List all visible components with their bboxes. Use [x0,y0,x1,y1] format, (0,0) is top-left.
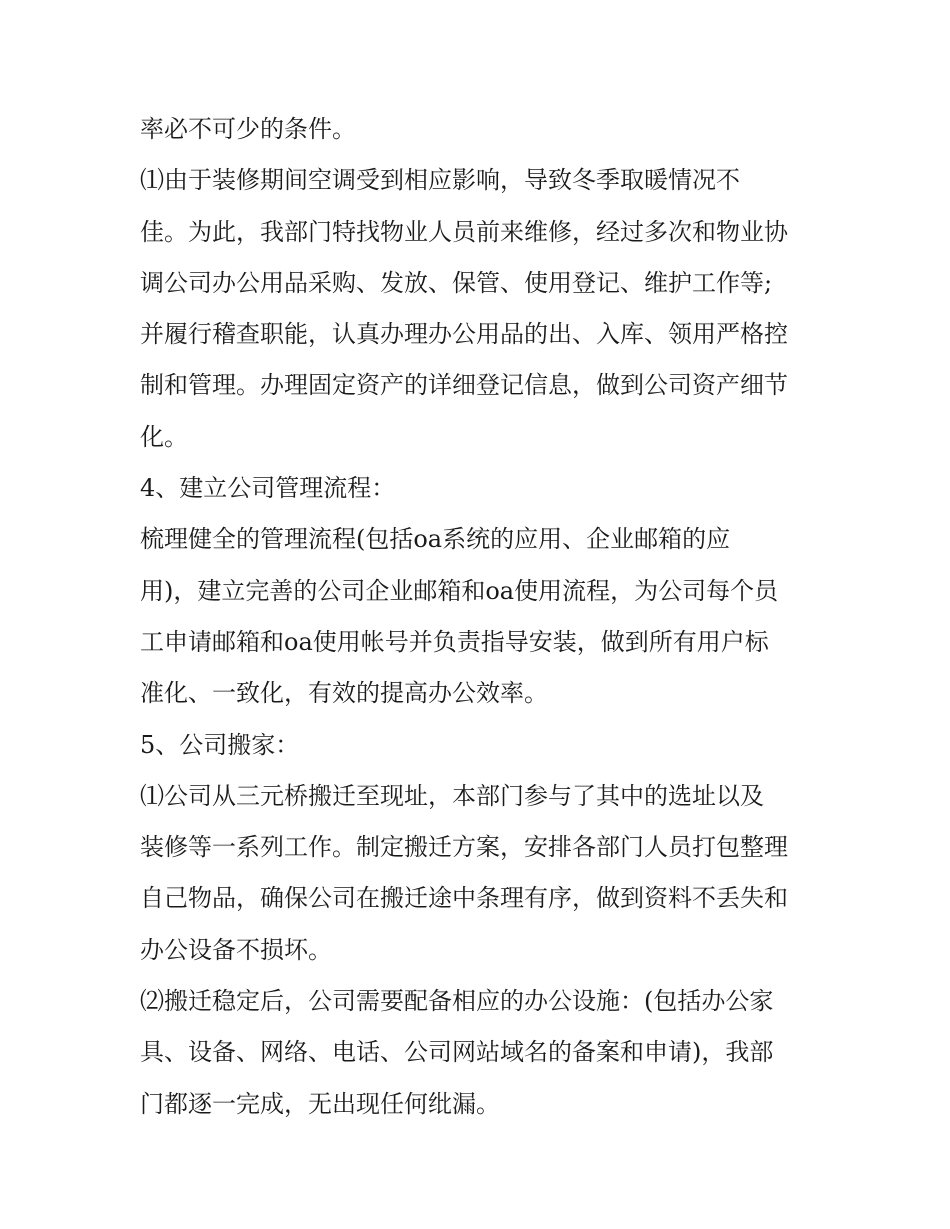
document-body [140,104,830,1130]
text-line: 用)，建立完善的公司企业邮箱和oa使用流程，为公司每个员 [140,576,779,605]
text-line: ⑴公司从三元桥搬迁至现址，本部门参与了其中的选址以及 [140,781,764,810]
text-line: 装修等一系列工作。制定搬迁方案，安排各部门人员打包整理 [140,833,788,862]
text-line: 化。 [140,422,188,451]
text-line: 门都逐一完成，无出现任何纰漏。 [140,1089,500,1118]
text-line: 办公设备不损坏。 [140,935,332,964]
text-line: 率必不可少的条件。 [140,115,356,143]
text-line: 具、设备、网络、电话、公司网站域名的备案和申请)，我部 [140,1038,774,1067]
text-line: 梳理健全的管理流程(包括oa系统的应用、企业邮箱的应 [140,525,731,554]
text-line: 准化、一致化，有效的提高办公效率。 [140,679,548,708]
text-line: 自己物品，确保公司在搬迁途中条理有序，做到资料不丢失和 [140,884,788,913]
text-line: 调公司办公用品采购、发放、保管、使用登记、维护工作等; [140,268,773,297]
section-heading: 5、公司搬家： [140,730,300,759]
text-line: 制和管理。办理固定资产的详细登记信息，做到公司资产细节 [140,371,788,400]
section-heading: 4、建立公司管理流程： [140,474,396,503]
text-line: 并履行稽查职能，认真办理办公用品的出、入库、领用严格控 [140,320,788,349]
text-line: ⑵搬迁稳定后，公司需要配备相应的办公设施：(包括办公家 [140,987,774,1016]
text-line: ⑴由于装修期间空调受到相应影响，导致冬季取暖情况不 [140,166,740,195]
text-line: 佳。为此，我部门特找物业人员前来维修，经过多次和物业协 [140,217,788,246]
text-line: 工申请邮箱和oa使用帐号并负责指导安装，做到所有用户标 [140,627,769,656]
